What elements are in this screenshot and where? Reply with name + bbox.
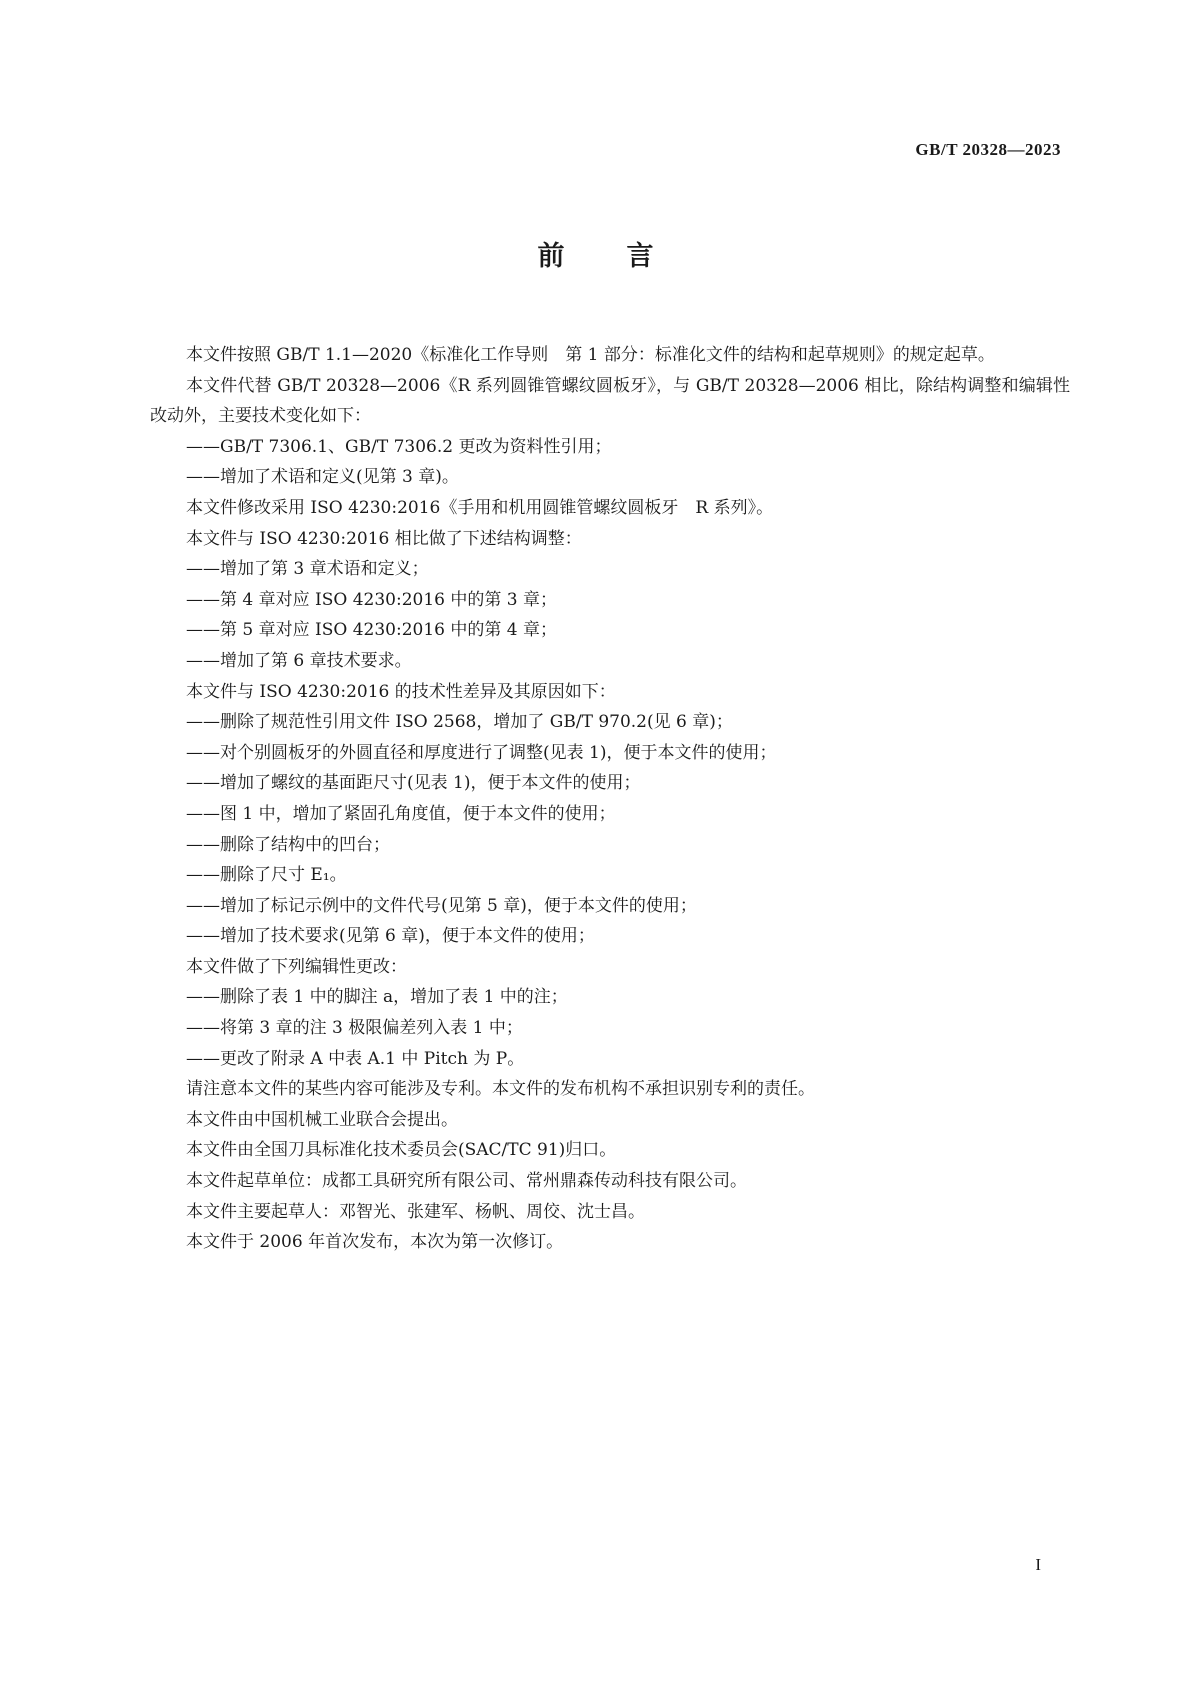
list-item: ——第 5 章对应 ISO 4230:2016 中的第 4 章； [186,620,558,641]
paragraph-drafting-rules: 本文件按照 GB/T 1.1—2020《标准化工作导则 第 1 部分：标准化文件的结构和起草规则》的规定起草。 [186,345,995,365]
paragraph-replaces: 本文件代替 GB/T 20328—2006《R 系列圆锥管螺纹圆板牙》，与 GB/T 20328—2006 相比，除结构调整和编辑性改动外，主要技术变化如下： [150,375,1070,427]
list-item: ——增加了螺纹的基面距尺寸(见表 1)，便于本文件的使用； [186,773,641,794]
list-item: ——增加了技术要求(见第 6 章)，便于本文件的使用； [186,926,595,947]
paragraph-drafters: 本文件主要起草人：邓智光、张建军、杨帆、周佼、沈士昌。 [186,1201,645,1222]
list-item: ——增加了标记示例中的文件代号(见第 5 章)，便于本文件的使用； [186,895,697,916]
list-item: ——图 1 中，增加了紧固孔角度值，便于本文件的使用； [186,803,616,824]
list-item: ——删除了结构中的凹台； [186,834,390,855]
page-title-char-1: 前 [537,241,565,272]
list-item: ——删除了尺寸 E₁。 [186,865,347,886]
list-item: ——删除了表 1 中的脚注 a，增加了表 1 中的注； [186,987,568,1008]
list-item: ——增加了第 6 章技术要求。 [186,650,412,671]
paragraph-patent-notice: 请注意本文件的某些内容可能涉及专利。本文件的发布机构不承担识别专利的责任。 [186,1079,815,1100]
standard-code-header: GB/T 20328—2023 [915,140,1061,159]
list-item: ——将第 3 章的注 3 极限偏差列入表 1 中； [186,1018,523,1039]
paragraph-editorial-changes: 本文件做了下列编辑性更改： [186,956,407,977]
list-item: ——增加了第 3 章术语和定义； [186,559,429,580]
list-item: ——GB/T 7306.1、GB/T 7306.2 更改为资料性引用； [186,436,612,457]
foreword-body [150,340,1070,1258]
paragraph-drafting-organizations: 本文件起草单位：成都工具研究所有限公司、常州鼎森传动科技有限公司。 [186,1171,747,1192]
list-item: ——删除了规范性引用文件 ISO 2568，增加了 GB/T 970.2(见 6 章)； [186,712,733,733]
paragraph-technical-differences: 本文件与 ISO 4230:2016 的技术性差异及其原因如下： [186,681,616,702]
list-item: ——第 4 章对应 ISO 4230:2016 中的第 3 章； [186,589,558,610]
paragraph-publication-history: 本文件于 2006 年首次发布，本次为第一次修订。 [186,1232,564,1253]
page-title [0,240,1191,274]
list-item: ——对个别圆板牙的外圆直径和厚度进行了调整(见表 1)，便于本文件的使用； [186,742,777,763]
list-item: ——更改了附录 A 中表 A.1 中 Pitch 为 P。 [186,1048,525,1069]
page-number: I [1035,1555,1041,1574]
paragraph-structure-changes: 本文件与 ISO 4230:2016 相比做了下述结构调整： [186,528,582,549]
paragraph-proposed-by: 本文件由中国机械工业联合会提出。 [186,1109,458,1130]
paragraph-administered-by: 本文件由全国刀具标准化技术委员会(SAC/TC 91)归口。 [186,1140,617,1161]
page-title-char-2: 言 [626,241,654,272]
paragraph-adoption: 本文件修改采用 ISO 4230:2016《手用和机用圆锥管螺纹圆板牙 R 系列》。 [186,497,774,518]
list-item: ——增加了术语和定义(见第 3 章)。 [186,467,459,488]
